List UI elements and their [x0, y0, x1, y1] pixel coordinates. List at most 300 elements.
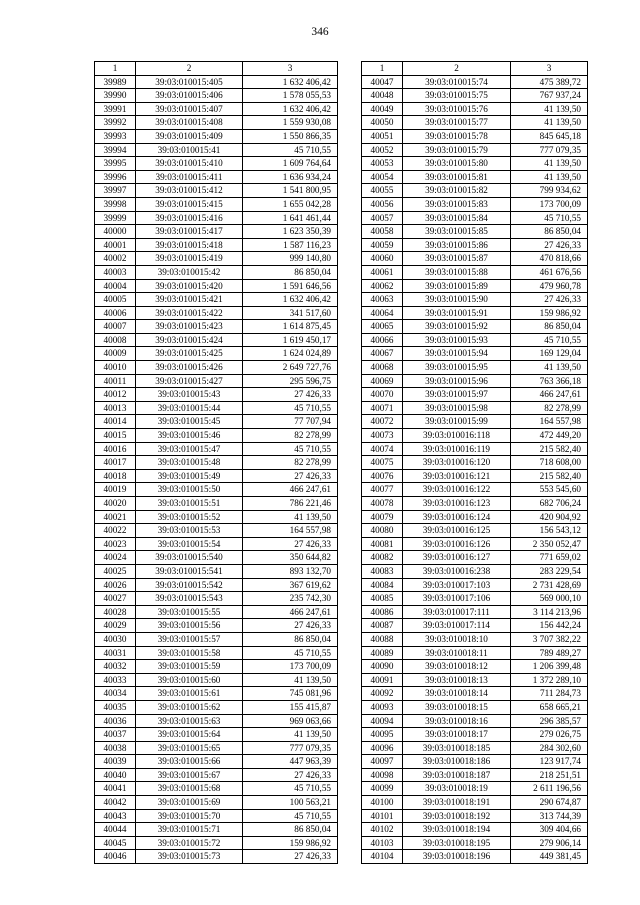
value-cell: 235 742,30: [243, 592, 338, 606]
cadastral-number-cell: 39:03:010015:65: [136, 741, 243, 755]
cadastral-number-cell: 39:03:010015:89: [403, 279, 511, 293]
value-cell: 27 426,33: [511, 238, 588, 252]
cadastral-number-cell: 39:03:010015:51: [136, 497, 243, 511]
value-cell: 45 710,55: [511, 333, 588, 347]
cadastral-number-cell: 39:03:010015:410: [136, 157, 243, 171]
cadastral-number-cell: 39:03:010015:66: [136, 755, 243, 769]
value-cell: 156 442,24: [511, 619, 588, 633]
table-row: [362, 619, 588, 633]
table-row: [95, 469, 338, 483]
row-number-cell: 40017: [95, 456, 136, 470]
row-number-cell: 40001: [95, 238, 136, 252]
cadastral-number-cell: 39:03:010015:52: [136, 510, 243, 524]
row-number-cell: 39995: [95, 157, 136, 171]
row-number-cell: 40027: [95, 592, 136, 606]
row-number-cell: 39991: [95, 102, 136, 116]
cadastral-number-cell: 39:03:010017:114: [403, 619, 511, 633]
table-row: [95, 197, 338, 211]
cadastral-number-cell: 39:03:010015:419: [136, 252, 243, 266]
value-cell: 3 707 382,22: [511, 632, 588, 646]
right-table-body: [362, 62, 588, 864]
cadastral-number-cell: 39:03:010015:99: [403, 415, 511, 429]
value-cell: 41 139,50: [243, 673, 338, 687]
table-row: [95, 605, 338, 619]
value-cell: 466 247,61: [511, 388, 588, 402]
row-number-cell: 40036: [95, 714, 136, 728]
row-number-cell: 40021: [95, 510, 136, 524]
table-row: [95, 429, 338, 443]
value-cell: 215 582,40: [511, 469, 588, 483]
cadastral-number-cell: 39:03:010015:49: [136, 469, 243, 483]
row-number-cell: 40028: [95, 605, 136, 619]
cadastral-number-cell: 39:03:010015:425: [136, 347, 243, 361]
table-row: [362, 279, 588, 293]
table-row: [95, 238, 338, 252]
table-row: [95, 714, 338, 728]
row-number-cell: 40038: [95, 741, 136, 755]
cadastral-number-cell: 39:03:010018:12: [403, 660, 511, 674]
value-cell: 164 557,98: [243, 524, 338, 538]
table-row: [362, 551, 588, 565]
table-row: [362, 687, 588, 701]
value-cell: 350 644,82: [243, 551, 338, 565]
cadastral-number-cell: 39:03:010018:15: [403, 700, 511, 714]
cadastral-number-cell: 39:03:010015:94: [403, 347, 511, 361]
table-row: [95, 673, 338, 687]
value-cell: 3 114 213,96: [511, 605, 588, 619]
table-row: [95, 252, 338, 266]
row-number-cell: 40067: [362, 347, 403, 361]
table-row: [95, 796, 338, 810]
table-row: [362, 116, 588, 130]
row-number-cell: 40086: [362, 605, 403, 619]
table-row: [95, 809, 338, 823]
cadastral-number-cell: 39:03:010015:63: [136, 714, 243, 728]
table-row: [95, 755, 338, 769]
row-number-cell: 40076: [362, 469, 403, 483]
value-cell: 82 278,99: [511, 401, 588, 415]
cadastral-number-cell: 39:03:010015:96: [403, 374, 511, 388]
cadastral-number-cell: 39:03:010018:192: [403, 809, 511, 823]
row-number-cell: 40097: [362, 755, 403, 769]
row-number-cell: 40062: [362, 279, 403, 293]
table-row: [95, 456, 338, 470]
cadastral-number-cell: 39:03:010016:119: [403, 442, 511, 456]
row-number-cell: 39999: [95, 211, 136, 225]
value-cell: 1 372 289,10: [511, 673, 588, 687]
table-row: [362, 102, 588, 116]
cadastral-number-cell: 39:03:010015:69: [136, 796, 243, 810]
table-row: [362, 796, 588, 810]
table-row: [95, 510, 338, 524]
value-cell: 77 707,94: [243, 415, 338, 429]
table-row: [362, 374, 588, 388]
table-row: [362, 157, 588, 171]
value-cell: 45 710,55: [243, 401, 338, 415]
cadastral-number-cell: 39:03:010015:76: [403, 102, 511, 116]
table-row: [95, 524, 338, 538]
table-row: [95, 578, 338, 592]
row-number-cell: 40015: [95, 429, 136, 443]
row-number-cell: 40081: [362, 537, 403, 551]
value-cell: 1 550 866,35: [243, 129, 338, 143]
cadastral-number-cell: 39:03:010015:56: [136, 619, 243, 633]
row-number-cell: 40039: [95, 755, 136, 769]
cadastral-number-cell: 39:03:010015:418: [136, 238, 243, 252]
left-table: [94, 61, 338, 864]
cadastral-number-cell: 39:03:010015:85: [403, 225, 511, 239]
table-row: [95, 782, 338, 796]
row-number-cell: 40012: [95, 388, 136, 402]
value-cell: 763 366,18: [511, 374, 588, 388]
value-cell: 1 624 024,89: [243, 347, 338, 361]
table-row: [95, 564, 338, 578]
cadastral-number-cell: 39:03:010015:427: [136, 374, 243, 388]
row-number-cell: 39997: [95, 184, 136, 198]
cadastral-number-cell: 39:03:010015:84: [403, 211, 511, 225]
table-row: [362, 728, 588, 742]
value-cell: 718 608,00: [511, 456, 588, 470]
table-row: [95, 768, 338, 782]
cadastral-number-cell: 39:03:010015:64: [136, 728, 243, 742]
left-table-body: [95, 62, 338, 864]
value-cell: 283 229,54: [511, 564, 588, 578]
value-cell: 164 557,98: [511, 415, 588, 429]
cadastral-number-cell: 39:03:010018:17: [403, 728, 511, 742]
table-row: [362, 306, 588, 320]
value-cell: 279 906,14: [511, 836, 588, 850]
value-cell: 41 139,50: [511, 361, 588, 375]
cadastral-number-cell: 39:03:010015:411: [136, 170, 243, 184]
table-row: [95, 211, 338, 225]
table-row: [362, 823, 588, 837]
cadastral-number-cell: 39:03:010016:121: [403, 469, 511, 483]
value-cell: 1 655 042,28: [243, 197, 338, 211]
value-cell: 2 350 052,47: [511, 537, 588, 551]
row-number-cell: 40043: [95, 809, 136, 823]
cadastral-number-cell: 39:03:010015:543: [136, 592, 243, 606]
row-number-cell: 40046: [95, 850, 136, 864]
row-number-cell: 40004: [95, 279, 136, 293]
value-cell: 1 632 406,42: [243, 293, 338, 307]
value-cell: 1 559 930,08: [243, 116, 338, 130]
row-number-cell: 40101: [362, 809, 403, 823]
table-row: [362, 850, 588, 864]
cadastral-number-cell: 39:03:010015:93: [403, 333, 511, 347]
value-cell: 296 385,57: [511, 714, 588, 728]
row-number-cell: 39994: [95, 143, 136, 157]
table-row: [95, 632, 338, 646]
cadastral-number-cell: 39:03:010015:43: [136, 388, 243, 402]
row-number-cell: 40051: [362, 129, 403, 143]
header-cell: 3: [511, 62, 588, 76]
row-number-cell: 39992: [95, 116, 136, 130]
table-row: [362, 809, 588, 823]
value-cell: 447 963,39: [243, 755, 338, 769]
cadastral-number-cell: 39:03:010015:405: [136, 75, 243, 89]
row-number-cell: 40011: [95, 374, 136, 388]
cadastral-number-cell: 39:03:010015:53: [136, 524, 243, 538]
cadastral-number-cell: 39:03:010015:73: [136, 850, 243, 864]
value-cell: 1 636 934,24: [243, 170, 338, 184]
row-number-cell: 40068: [362, 361, 403, 375]
value-cell: 279 026,75: [511, 728, 588, 742]
cadastral-number-cell: 39:03:010015:77: [403, 116, 511, 130]
cadastral-number-cell: 39:03:010016:125: [403, 524, 511, 538]
cadastral-number-cell: 39:03:010015:62: [136, 700, 243, 714]
value-cell: 789 489,27: [511, 646, 588, 660]
table-row: [95, 401, 338, 415]
row-number-cell: 40047: [362, 75, 403, 89]
value-cell: 27 426,33: [243, 768, 338, 782]
row-number-cell: 40064: [362, 306, 403, 320]
value-cell: 27 426,33: [511, 293, 588, 307]
table-row: [362, 456, 588, 470]
table-row: [362, 632, 588, 646]
table-row: [95, 279, 338, 293]
value-cell: 27 426,33: [243, 619, 338, 633]
row-number-cell: 40090: [362, 660, 403, 674]
row-number-cell: 40103: [362, 836, 403, 850]
value-cell: 1 578 055,53: [243, 89, 338, 103]
cadastral-number-cell: 39:03:010015:86: [403, 238, 511, 252]
table-row: [362, 401, 588, 415]
cadastral-number-cell: 39:03:010015:541: [136, 564, 243, 578]
row-number-cell: 40009: [95, 347, 136, 361]
row-number-cell: 40072: [362, 415, 403, 429]
row-number-cell: 40024: [95, 551, 136, 565]
table-row: [95, 728, 338, 742]
row-number-cell: 40006: [95, 306, 136, 320]
row-number-cell: 40048: [362, 89, 403, 103]
cadastral-number-cell: 39:03:010015:75: [403, 89, 511, 103]
cadastral-number-cell: 39:03:010018:196: [403, 850, 511, 864]
table-row: [362, 388, 588, 402]
value-cell: 82 278,99: [243, 429, 338, 443]
header-cell: 3: [243, 62, 338, 76]
row-number-cell: 40005: [95, 293, 136, 307]
cadastral-number-cell: 39:03:010015:421: [136, 293, 243, 307]
cadastral-number-cell: 39:03:010018:187: [403, 768, 511, 782]
value-cell: 2 649 727,76: [243, 361, 338, 375]
cadastral-number-cell: 39:03:010016:124: [403, 510, 511, 524]
value-cell: 1 614 875,45: [243, 320, 338, 334]
table-row: [95, 619, 338, 633]
row-number-cell: 40049: [362, 102, 403, 116]
cadastral-number-cell: 39:03:010015:68: [136, 782, 243, 796]
row-number-cell: 40100: [362, 796, 403, 810]
cadastral-number-cell: 39:03:010016:126: [403, 537, 511, 551]
value-cell: 173 700,09: [511, 197, 588, 211]
cadastral-number-cell: 39:03:010015:67: [136, 768, 243, 782]
table-row: [95, 850, 338, 864]
cadastral-number-cell: 39:03:010018:16: [403, 714, 511, 728]
cadastral-number-cell: 39:03:010015:55: [136, 605, 243, 619]
table-row: [95, 646, 338, 660]
value-cell: 1 641 461,44: [243, 211, 338, 225]
table-row: [362, 469, 588, 483]
value-cell: 711 284,73: [511, 687, 588, 701]
value-cell: 86 850,04: [243, 823, 338, 837]
value-cell: 169 129,04: [511, 347, 588, 361]
value-cell: 472 449,20: [511, 429, 588, 443]
table-row: [95, 347, 338, 361]
cadastral-number-cell: 39:03:010015:540: [136, 551, 243, 565]
row-number-cell: 39990: [95, 89, 136, 103]
row-number-cell: 40033: [95, 673, 136, 687]
row-number-cell: 40099: [362, 782, 403, 796]
cadastral-number-cell: 39:03:010018:191: [403, 796, 511, 810]
value-cell: 123 917,74: [511, 755, 588, 769]
value-cell: 777 079,35: [243, 741, 338, 755]
cadastral-number-cell: 39:03:010015:406: [136, 89, 243, 103]
row-number-cell: 40066: [362, 333, 403, 347]
value-cell: 45 710,55: [243, 782, 338, 796]
value-cell: 420 904,92: [511, 510, 588, 524]
value-cell: 1 541 800,95: [243, 184, 338, 198]
value-cell: 100 563,21: [243, 796, 338, 810]
cadastral-number-cell: 39:03:010015:424: [136, 333, 243, 347]
cadastral-number-cell: 39:03:010015:417: [136, 225, 243, 239]
cadastral-number-cell: 39:03:010015:409: [136, 129, 243, 143]
table-row: [362, 673, 588, 687]
value-cell: 290 674,87: [511, 796, 588, 810]
row-number-cell: 40032: [95, 660, 136, 674]
cadastral-number-cell: 39:03:010018:195: [403, 836, 511, 850]
cadastral-number-cell: 39:03:010015:61: [136, 687, 243, 701]
table-row: [362, 361, 588, 375]
table-row: [362, 497, 588, 511]
value-cell: 553 545,60: [511, 483, 588, 497]
row-number-cell: 40073: [362, 429, 403, 443]
cadastral-number-cell: 39:03:010018:14: [403, 687, 511, 701]
table-row: [95, 89, 338, 103]
cadastral-number-cell: 39:03:010015:542: [136, 578, 243, 592]
table-row: [362, 238, 588, 252]
page-number: 346: [311, 26, 329, 38]
cadastral-number-cell: 39:03:010018:13: [403, 673, 511, 687]
row-number-cell: 40030: [95, 632, 136, 646]
value-cell: 27 426,33: [243, 469, 338, 483]
row-number-cell: 40077: [362, 483, 403, 497]
table-row: [95, 592, 338, 606]
row-number-cell: 40083: [362, 564, 403, 578]
cadastral-number-cell: 39:03:010015:48: [136, 456, 243, 470]
table-row: [362, 293, 588, 307]
cadastral-number-cell: 39:03:010015:46: [136, 429, 243, 443]
table-row: [362, 211, 588, 225]
table-row: [95, 170, 338, 184]
header-row: [95, 62, 338, 76]
row-number-cell: 40023: [95, 537, 136, 551]
row-number-cell: 40071: [362, 401, 403, 415]
row-number-cell: 40055: [362, 184, 403, 198]
row-number-cell: 40002: [95, 252, 136, 266]
row-number-cell: 40095: [362, 728, 403, 742]
table-row: [95, 320, 338, 334]
table-row: [95, 660, 338, 674]
row-number-cell: 40019: [95, 483, 136, 497]
value-cell: 1 591 646,56: [243, 279, 338, 293]
cadastral-number-cell: 39:03:010018:10: [403, 632, 511, 646]
cadastral-number-cell: 39:03:010015:416: [136, 211, 243, 225]
table-row: [95, 116, 338, 130]
table-row: [362, 75, 588, 89]
value-cell: 893 132,70: [243, 564, 338, 578]
value-cell: 45 710,55: [243, 646, 338, 660]
table-row: [95, 415, 338, 429]
row-number-cell: 40057: [362, 211, 403, 225]
table-row: [362, 333, 588, 347]
row-number-cell: 40065: [362, 320, 403, 334]
table-row: [362, 429, 588, 443]
value-cell: 313 744,39: [511, 809, 588, 823]
row-number-cell: 40018: [95, 469, 136, 483]
row-number-cell: 40074: [362, 442, 403, 456]
value-cell: 466 247,61: [243, 483, 338, 497]
table-row: [362, 347, 588, 361]
value-cell: 1 587 116,23: [243, 238, 338, 252]
value-cell: 41 139,50: [511, 102, 588, 116]
row-number-cell: 40053: [362, 157, 403, 171]
header-cell: 1: [362, 62, 403, 76]
row-number-cell: 40063: [362, 293, 403, 307]
value-cell: 218 251,51: [511, 768, 588, 782]
table-row: [362, 143, 588, 157]
header-row: [362, 62, 588, 76]
header-cell: 2: [136, 62, 243, 76]
cadastral-number-cell: 39:03:010016:123: [403, 497, 511, 511]
table-row: [362, 252, 588, 266]
value-cell: 284 302,60: [511, 741, 588, 755]
row-number-cell: 40026: [95, 578, 136, 592]
value-cell: 41 139,50: [243, 510, 338, 524]
row-number-cell: 40034: [95, 687, 136, 701]
cadastral-number-cell: 39:03:010015:72: [136, 836, 243, 850]
table-row: [95, 388, 338, 402]
value-cell: 771 659,02: [511, 551, 588, 565]
cadastral-number-cell: 39:03:010015:79: [403, 143, 511, 157]
value-cell: 156 543,12: [511, 524, 588, 538]
row-number-cell: 40069: [362, 374, 403, 388]
cadastral-number-cell: 39:03:010016:122: [403, 483, 511, 497]
row-number-cell: 40094: [362, 714, 403, 728]
value-cell: 479 960,78: [511, 279, 588, 293]
table-row: [95, 157, 338, 171]
cadastral-number-cell: 39:03:010018:11: [403, 646, 511, 660]
cadastral-number-cell: 39:03:010017:103: [403, 578, 511, 592]
value-cell: 159 986,92: [511, 306, 588, 320]
value-cell: 682 706,24: [511, 497, 588, 511]
value-cell: 215 582,40: [511, 442, 588, 456]
cadastral-number-cell: 39:03:010015:426: [136, 361, 243, 375]
cadastral-number-cell: 39:03:010015:41: [136, 143, 243, 157]
row-number-cell: 40007: [95, 320, 136, 334]
table-row: [362, 320, 588, 334]
value-cell: 173 700,09: [243, 660, 338, 674]
value-cell: 86 850,04: [243, 265, 338, 279]
value-cell: 86 850,04: [511, 320, 588, 334]
table-row: [362, 741, 588, 755]
row-number-cell: 40087: [362, 619, 403, 633]
row-number-cell: 40000: [95, 225, 136, 239]
cadastral-number-cell: 39:03:010018:186: [403, 755, 511, 769]
table-row: [362, 129, 588, 143]
value-cell: 1 609 764,64: [243, 157, 338, 171]
cadastral-number-cell: 39:03:010015:60: [136, 673, 243, 687]
row-number-cell: 40092: [362, 687, 403, 701]
table-row: [95, 102, 338, 116]
